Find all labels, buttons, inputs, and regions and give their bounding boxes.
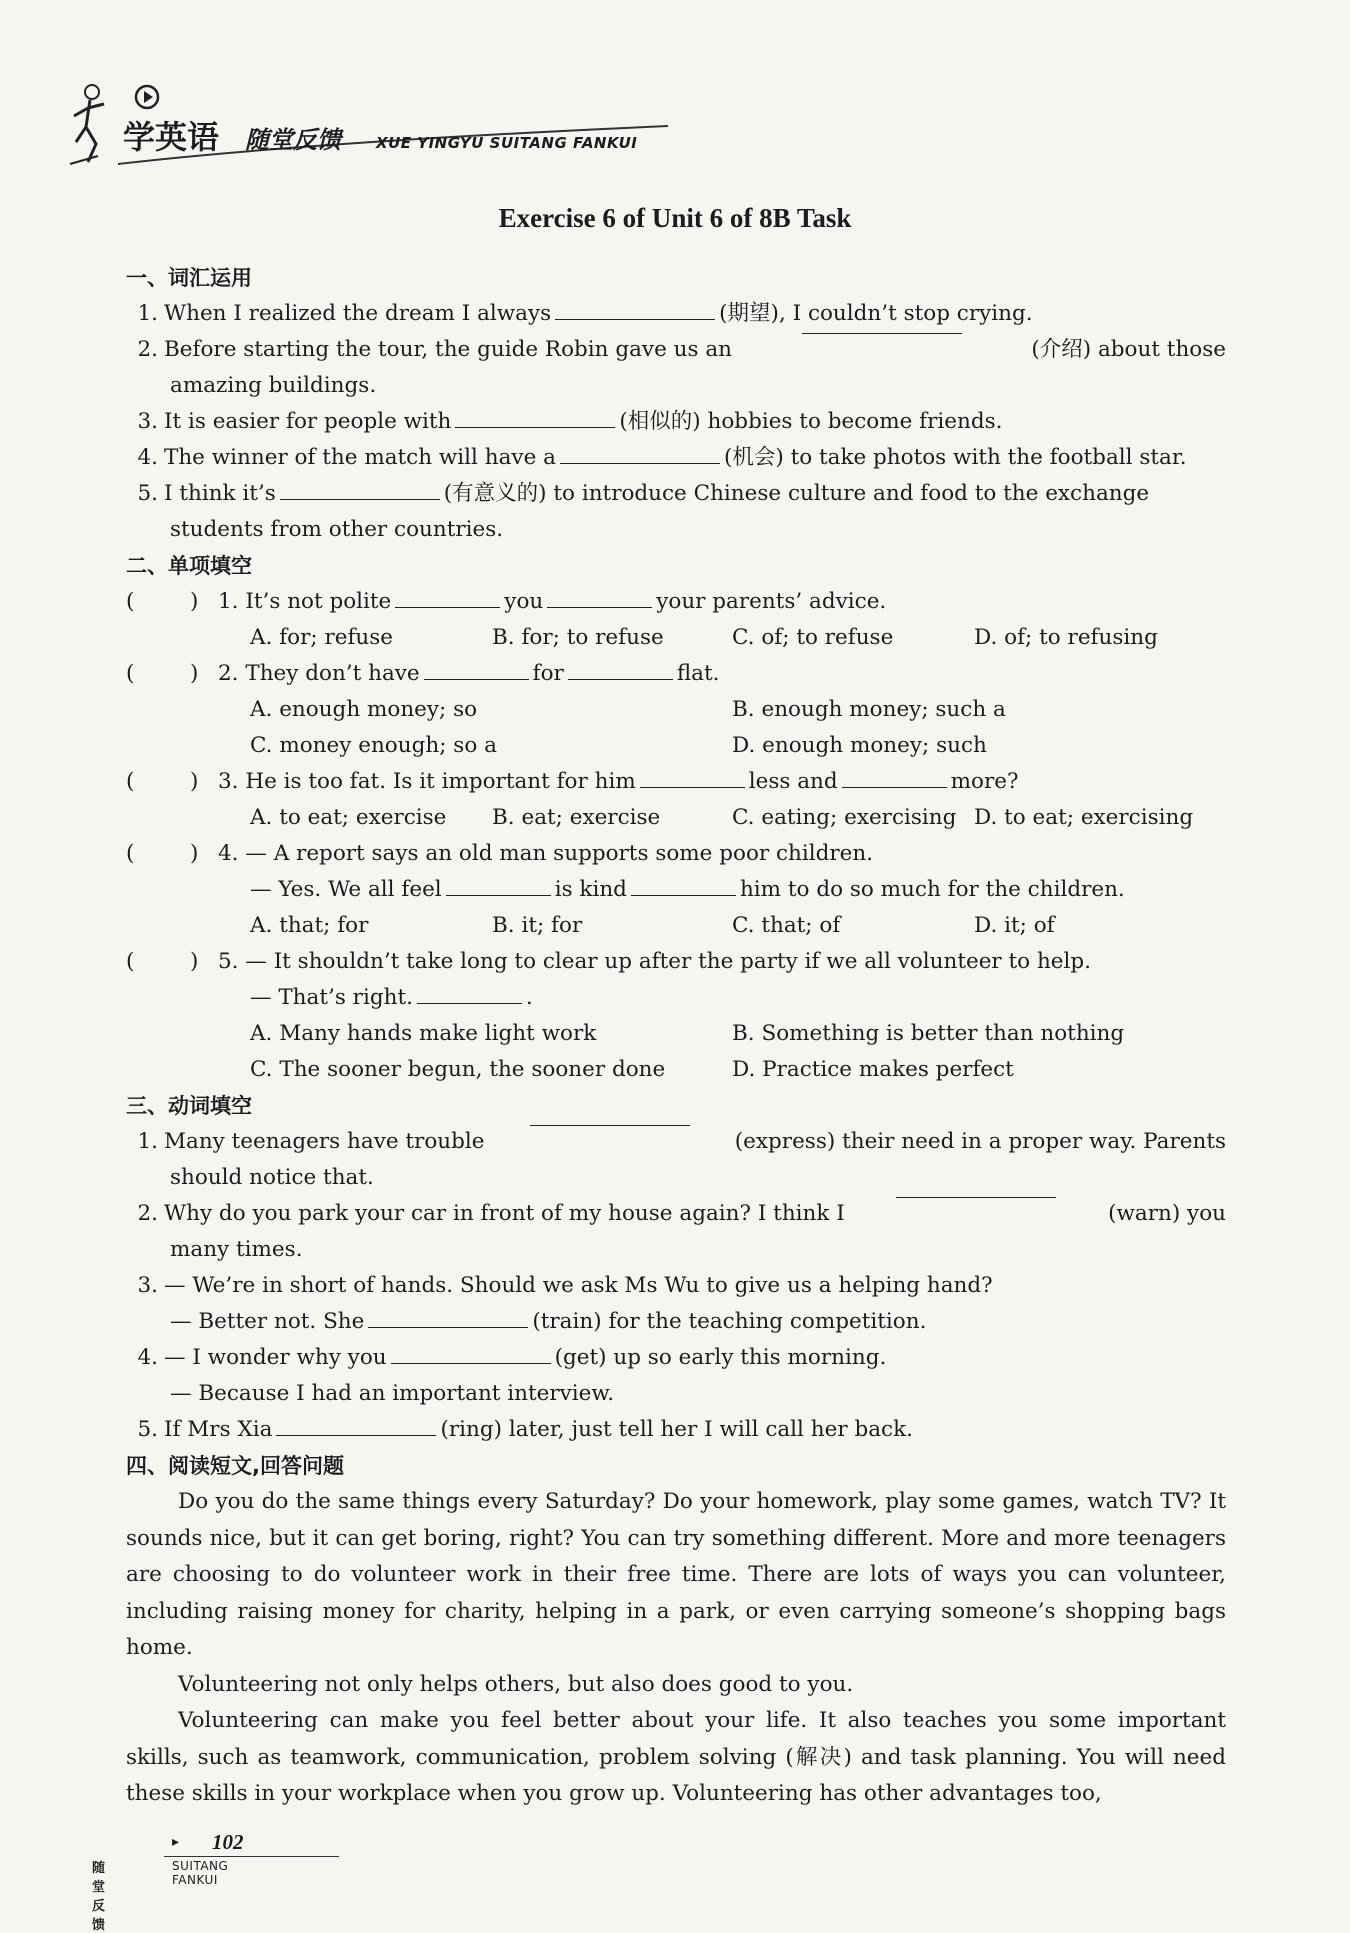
- verb-question-5: [126, 1412, 1226, 1448]
- question-text: less and: [748, 769, 838, 794]
- footer-divider: [164, 1856, 339, 1857]
- verb-question-2-continued: many times.: [170, 1237, 303, 1262]
- question-number: 4.: [137, 445, 158, 470]
- option-b[interactable]: B. it; for: [492, 913, 583, 938]
- option-a[interactable]: A. to eat; exercise: [250, 805, 447, 830]
- question-text: They don’t have: [245, 661, 420, 686]
- question-text: (相似的) hobbies to become friends.: [619, 409, 1003, 434]
- option-b[interactable]: B. enough money; such a: [732, 697, 1006, 722]
- question-number: 4.: [137, 1345, 158, 1370]
- reading-paragraph-2: Volunteering not only helps others, but also does good to you.: [178, 1671, 854, 1697]
- header-brand-cn: 学英语: [123, 118, 220, 156]
- question-text: (机会) to take photos with the football star.: [723, 445, 1187, 470]
- question-number: 5.: [137, 1417, 158, 1442]
- question-text: When I realized the dream I always: [164, 301, 552, 326]
- verb-question-1-continued: should notice that.: [170, 1165, 374, 1190]
- verb-question-4-reply: — Because I had an important interview.: [170, 1381, 615, 1406]
- answer-blank: [640, 786, 745, 788]
- verb-question-3: [126, 1268, 1226, 1304]
- option-c[interactable]: C. that; of: [732, 913, 841, 938]
- question-text: him to do so much for the children.: [739, 877, 1125, 902]
- option-a[interactable]: A. for; refuse: [250, 625, 394, 650]
- mc-question-3: [126, 764, 1226, 800]
- question-text: (介绍) about those: [1031, 337, 1226, 362]
- section-heading-vocabulary: 一、词汇运用: [126, 266, 252, 290]
- answer-blank: [547, 606, 652, 608]
- question-number: 4.: [218, 841, 239, 866]
- header-brand-en: XUE YINGYU SUITANG FANKUI: [376, 134, 638, 152]
- question-text: Before starting the tour, the guide Robin gave us an: [164, 337, 733, 362]
- question-text: — We’re in short of hands. Should we ask Ms Wu to give us a helping hand?: [164, 1273, 993, 1298]
- question-text: flat.: [676, 661, 720, 686]
- question-number: 5.: [137, 481, 158, 506]
- answer-blank[interactable]: [896, 1196, 1056, 1198]
- question-text: It is easier for people with: [164, 409, 452, 434]
- question-text: He is too fat. Is it important for him: [245, 769, 636, 794]
- question-number: 2.: [137, 1201, 158, 1226]
- answer-bracket-right: ): [190, 769, 199, 794]
- question-text: .: [525, 985, 533, 1010]
- mc-question-4-options: [126, 908, 1226, 944]
- answer-blank[interactable]: [530, 1124, 690, 1126]
- question-number: 3.: [137, 409, 158, 434]
- option-c[interactable]: C. The sooner begun, the sooner done: [250, 1057, 666, 1082]
- question-text: — That’s right.: [250, 985, 413, 1010]
- option-a[interactable]: A. Many hands make light work: [250, 1021, 597, 1046]
- verb-question-2: [126, 1196, 1226, 1232]
- question-text: is kind: [554, 877, 627, 902]
- question-text: — Yes. We all feel: [250, 877, 442, 902]
- page-header: [68, 82, 668, 182]
- answer-bracket-left[interactable]: (: [126, 769, 135, 794]
- answer-blank[interactable]: [276, 1434, 436, 1436]
- option-d[interactable]: D. Practice makes perfect: [732, 1057, 1014, 1082]
- worksheet-content: [126, 260, 1226, 1813]
- question-text: (有意义的) to introduce Chinese culture and food to the exchange: [443, 481, 1150, 506]
- mc-question-2-options-row1: [126, 692, 1226, 728]
- question-text: If Mrs Xia: [164, 1417, 273, 1442]
- option-c[interactable]: C. eating; exercising: [732, 805, 957, 830]
- mc-question-2-options-row2: [126, 728, 1226, 764]
- answer-bracket-right: ): [190, 589, 199, 614]
- question-text: Why do you park your car in front of my house again? I think I: [164, 1201, 845, 1226]
- option-c[interactable]: C. money enough; so a: [250, 733, 497, 758]
- mc-question-4-reply: [126, 872, 1226, 908]
- mc-question-3-options: [126, 800, 1226, 836]
- triangle-arrow-icon: ▸: [172, 1834, 180, 1850]
- answer-blank[interactable]: [391, 1362, 551, 1364]
- option-d[interactable]: D. enough money; such: [732, 733, 987, 758]
- question-text: you: [504, 589, 544, 614]
- vocab-question-3: [126, 404, 1226, 440]
- answer-blank[interactable]: [455, 426, 615, 428]
- answer-blank: [395, 606, 500, 608]
- question-text: more?: [950, 769, 1019, 794]
- question-number: 1.: [137, 301, 158, 326]
- running-figure-icon: [68, 82, 128, 172]
- option-d[interactable]: D. it; of: [974, 913, 1055, 938]
- question-text: I think it’s: [164, 481, 276, 506]
- section-heading-reading: 四、阅读短文,回答问题: [126, 1454, 344, 1478]
- question-number: 2.: [137, 337, 158, 362]
- question-text: (期望), I couldn’t stop crying.: [719, 301, 1033, 326]
- footer-label-cn: 随堂反馈: [92, 1861, 106, 1933]
- question-text: — It shouldn’t take long to clear up after the party if we all volunteer to help.: [245, 949, 1091, 974]
- question-number: 1.: [137, 1129, 158, 1154]
- answer-blank[interactable]: [280, 498, 440, 500]
- mc-question-1: [126, 584, 1226, 620]
- option-d[interactable]: D. to eat; exercising: [974, 805, 1194, 830]
- mc-question-5-options-row2: [126, 1052, 1226, 1088]
- mc-question-2: [126, 656, 1226, 692]
- play-icon: [134, 84, 160, 110]
- section-heading-verb-fill: 三、动词填空: [126, 1094, 252, 1118]
- option-a[interactable]: A. that; for: [250, 913, 369, 938]
- vocab-question-5: [126, 476, 1226, 512]
- mc-question-5: [126, 944, 1226, 980]
- answer-blank[interactable]: [368, 1326, 528, 1328]
- question-text: (warn) you: [1108, 1201, 1226, 1226]
- vocab-question-5-continued: students from other countries.: [170, 517, 504, 542]
- question-text: Many teenagers have trouble: [164, 1129, 485, 1154]
- answer-blank: [568, 678, 673, 680]
- verb-question-1: [126, 1124, 1226, 1160]
- page-number: 102: [212, 1830, 244, 1854]
- mc-question-5-options-row1: [126, 1016, 1226, 1052]
- answer-blank[interactable]: [802, 332, 962, 334]
- verb-question-3-reply: [126, 1304, 1226, 1340]
- option-a[interactable]: A. enough money; so: [250, 697, 478, 722]
- answer-bracket-right: ): [190, 661, 199, 686]
- question-text: (ring) later, just tell her I will call her back.: [440, 1417, 913, 1442]
- question-text: The winner of the match will have a: [164, 445, 556, 470]
- answer-blank[interactable]: [555, 318, 715, 320]
- answer-blank: [446, 894, 551, 896]
- option-d[interactable]: D. of; to refusing: [974, 625, 1158, 650]
- answer-blank: [631, 894, 736, 896]
- question-text: (express) their need in a proper way. Parents: [734, 1129, 1226, 1154]
- mc-question-5-reply: [126, 980, 1226, 1016]
- answer-bracket-right: ): [190, 949, 199, 974]
- section-heading-multiple-choice: 二、单项填空: [126, 554, 252, 578]
- answer-bracket-left[interactable]: (: [126, 841, 135, 866]
- option-b[interactable]: B. Something is better than nothing: [732, 1021, 1125, 1046]
- vocab-question-2: [126, 332, 1226, 368]
- question-number: 1.: [218, 589, 239, 614]
- question-text: It’s not polite: [245, 589, 392, 614]
- answer-bracket-left[interactable]: (: [126, 949, 135, 974]
- option-c[interactable]: C. of; to refuse: [732, 625, 894, 650]
- reading-paragraph-1: Do you do the same things every Saturday? Do your homework, play some games, watch TV? It sounds nice, but it can get boring, right? You can try something different. More and more teenagers are choosing to do volunteer work in their free time. There are lots of ways you can volunteer, including raising money for charity, helping in a park, or even carrying someone’s shopping bags home.: [126, 1489, 1226, 1660]
- answer-bracket-right: ): [190, 841, 199, 866]
- option-b[interactable]: B. for; to refuse: [492, 625, 664, 650]
- answer-blank: [842, 786, 947, 788]
- question-text: your parents’ advice.: [656, 589, 887, 614]
- vocab-question-1: [126, 296, 1226, 332]
- page-title: Exercise 6 of Unit 6 of 8B Task: [498, 203, 852, 233]
- question-number: 5.: [218, 949, 239, 974]
- verb-question-4: [126, 1340, 1226, 1376]
- question-text: — A report says an old man supports some poor children.: [245, 841, 874, 866]
- mc-question-1-options: [126, 620, 1226, 656]
- header-brand-cn2: 随堂反馈: [245, 126, 341, 154]
- question-number: 3.: [137, 1273, 158, 1298]
- answer-blank: [424, 678, 529, 680]
- question-text: — Better not. She: [170, 1309, 365, 1334]
- answer-bracket-left[interactable]: (: [126, 661, 135, 686]
- vocab-question-4: [126, 440, 1226, 476]
- question-text: (train) for the teaching competition.: [532, 1309, 927, 1334]
- question-text: for: [532, 661, 564, 686]
- reading-paragraph-3: Volunteering can make you feel better about your life. It also teaches you some important skills, such as teamwork, communication, problem solving (解决) and task planning. You will need these skills in your workplace when you grow up. Volunteering has other advantages too,: [126, 1708, 1226, 1806]
- answer-blank[interactable]: [560, 462, 720, 464]
- footer-label-en: SUITANG FANKUI: [172, 1859, 229, 1887]
- vocab-question-2-continued: amazing buildings.: [170, 373, 377, 398]
- mc-question-4: [126, 836, 1226, 872]
- question-text: — I wonder why you: [164, 1345, 387, 1370]
- question-number: 2.: [218, 661, 239, 686]
- option-b[interactable]: B. eat; exercise: [492, 805, 661, 830]
- answer-bracket-left[interactable]: (: [126, 589, 135, 614]
- question-number: 3.: [218, 769, 239, 794]
- answer-blank: [417, 1002, 522, 1004]
- question-text: (get) up so early this morning.: [554, 1345, 887, 1370]
